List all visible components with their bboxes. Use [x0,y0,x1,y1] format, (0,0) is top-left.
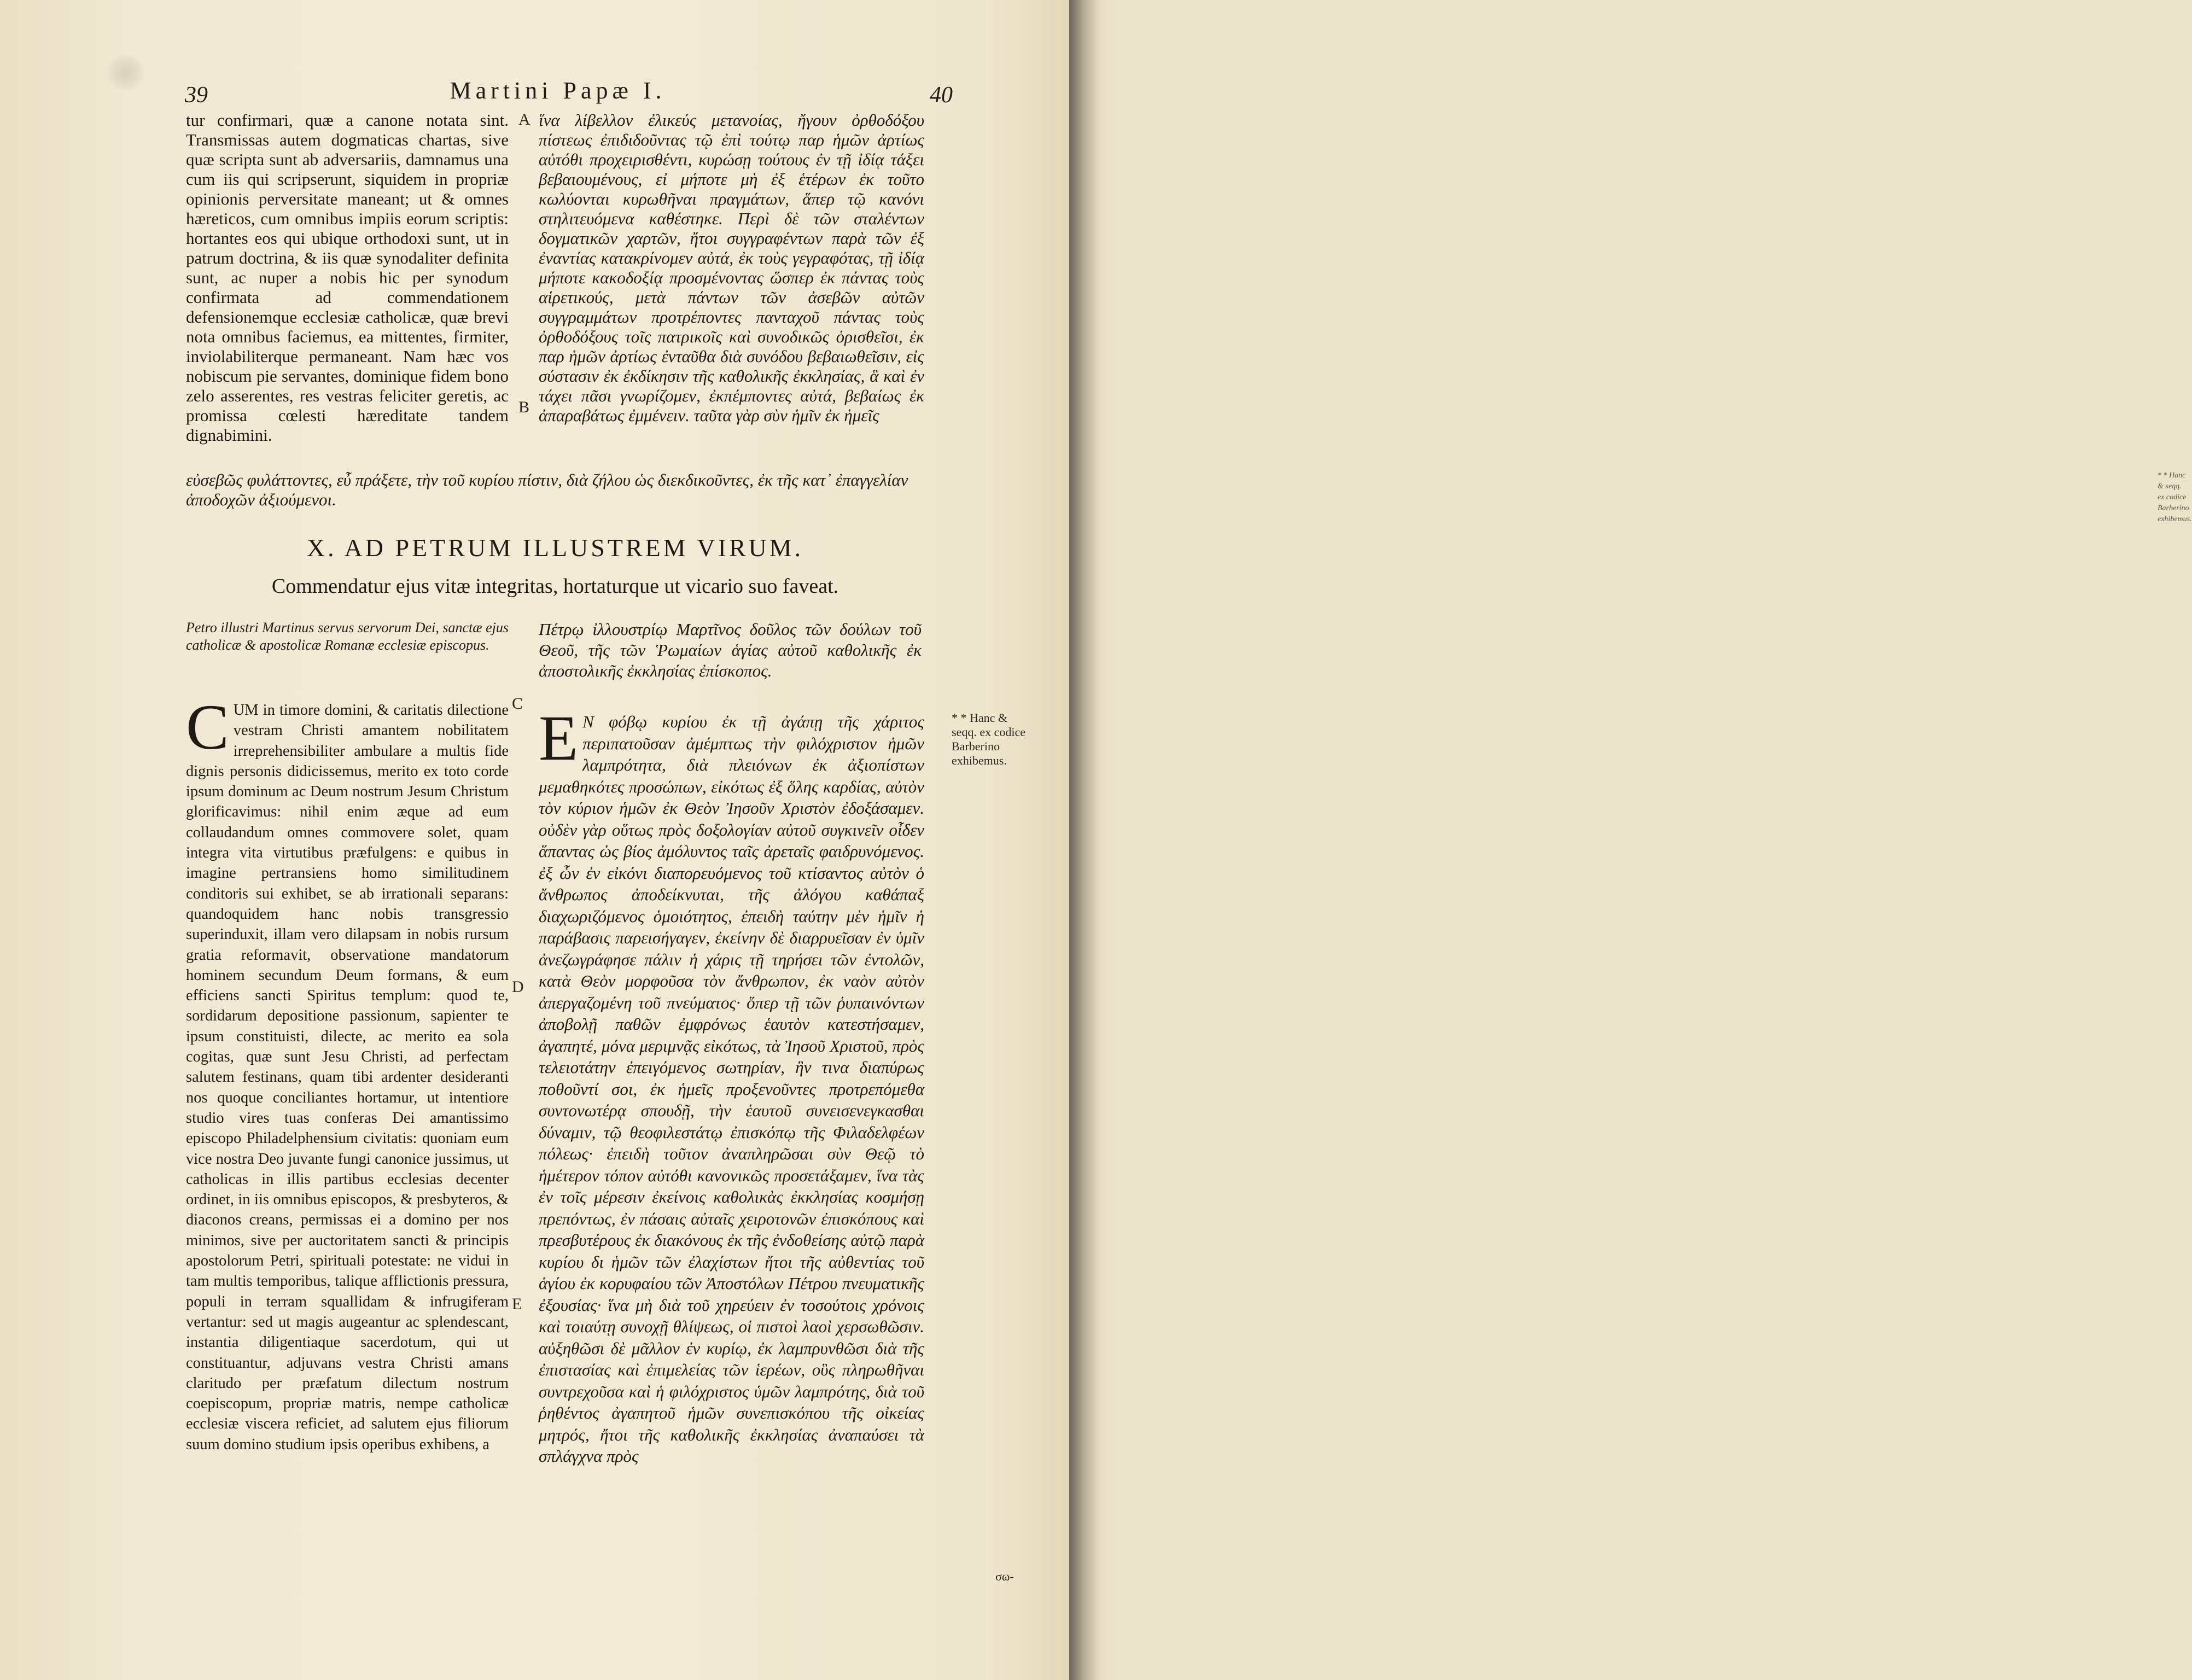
section-marker-d: D [512,978,524,996]
page-number-right: 40 [930,83,953,108]
facing-page-margin-note: * * Hanc & seqq. ex codice Barberino exhibemus. [2158,471,2192,523]
letter-ix-greek-tail: εὐσεβῶς φυλάττοντες, εὖ πράξετε, τὴν τοῦ κυρίου πίστιν, διὰ ζήλου ὡς διεκδικοῦντες, ἐκ τῆς κατ᾽ ἐπαγγελίαν ἀποδοχῶν ἀξιούμενοι. [186,470,908,509]
letter-x-greek-text: Ν φόβῳ κυρίου ἐκ τῇ ἀγάπῃ τῆς χάριτος περιπατοῦσαν ἀμέμπτως τὴν φιλόχριστον ἡμῶν λαμπρότητα, διὰ πλειόνων ἐκ ἀξιοπίστων μεμαθηκότες προσώπων, εἰκότως ἐξ ὅλης καρδίας, αὐτὸν τὸν κύριον ἡμῶν ἐκ Θεὸν Ἰησοῦν Χριστὸν ἐδοξάσαμεν. οὐδὲν γὰρ οὕτως πρὸς δοξολογίαν αὐτοῦ συγκινεῖν οἶδεν ἅπαντας ὡς βίος ἀμόλυντος ταῖς ἀρεταῖς φαιδρυνόμενος. ἐξ ὧν ἐν εἰκόνι διαπορευόμενος τοῦ κτίσαντος αὐτὸν ὁ ἄνθρωπος ἀποδείκνυται, τῆς ἀλόγου καθάπαξ διαχωριζόμενος ὁμοιότητος, ἐπειδὴ ταύτην μὲν ἡμῖν ἡ παράβασις παρεισήγαγεν, ἐκείνην δὲ διαρρυεῖσαν ἐν ὑμῖν ἀνεζωγράφησε πάλιν ἡ χάρις τῇ τηρήσει τῶν ἐντολῶν, κατὰ Θεὸν μορφοῦσα τὸν ἄνθρωπον, ἐκ ναὸν αὐτὸν ἀπεργαζομένη τοῦ πνεύματος· ὅπερ τῇ τῶν ῥυπαινόντων ἀποβολῇ παθῶν ἐμφρόνως ἑαυτὸν κατεστήσαμεν, ἀγαπητέ, μόνα μεριμνᾷς εἰκότως, τὰ Ἰησοῦ Χριστοῦ, πρὸς τελειοτάτην ἐπειγόμενος σωτηρίαν, ἣν τινα διαπύρως ποθοῦντί σοι, ἐκ ἡμεῖς προξενοῦντες προτρεπόμεθα συντονωτέρᾳ σπουδῇ, τὴν ἑαυτοῦ συνεισενεγκασθαι δύναμιν, τῷ θεοφιλεστάτῳ ἐπισκόπῳ τῆς Φιλαδελφέων πόλεως· ἐπειδὴ τοῦτον ἀναπληρῶσαι σὺν Θεῷ τὸ ἡμέτερον τόπον αὐτόθι κανονικῶς προσετάξαμεν, ἵνα τὰς ἐν τοῖς μέρεσιν ἐκείνοις καθολικὰς ἐκκλησίας κοσμήσῃ πρεπόντως, ἐν πάσαις αὐταῖς χειροτονῶν ἐπισκόπους καὶ πρεσβυτέρους ἐκ διακόνους ἐκ τῆς ἐνδοθείσης αὐτῷ παρὰ κυρίου δι ἡμῶν τῶν ἐλαχίστων ἤτοι τῆς αὐθεντίας τοῦ ἁγίου ἐκ κορυφαίου τῶν Ἀποστόλων Πέτρου πνευματικῆς ἐξουσίας· ἵνα μὴ διὰ τοῦ χηρεύειν ἐν τοσούτοις χρόνοις καὶ τοιαύτῃ συνοχῇ θλίψεως, οἱ πιστοὶ λαοὶ χερσωθῶσιν. αὐξηθῶσι δὲ μᾶλλον ἐν κυρίῳ, ἐκ λαμπρυνθῶσι διὰ τῆς ἐπιστασίας καὶ ἐπιμελείας τῶν ἱερέων, οὓς πληρωθῆναι συντρεχοῦσα καὶ ἡ φιλόχριστος ὑμῶν λαμπρότης, διὰ τοῦ ῥηθέντος ἀγαπητοῦ ἡμῶν συνεπισκόπου τῆς οἰκείας μητρός, ἤτοι τῆς καθολικῆς ἐκκλησίας ἀναπαύσει τὰ σπλάγχνα πρὸς [539,712,924,1466]
margin-note: * * Hanc & seqq. ex codice Barberino exhibemus. [952,711,1025,767]
letter-x-greek-column [539,702,924,1467]
running-title: Martini Papæ I. [450,77,666,104]
section-marker-e: E [512,1295,522,1313]
letter-x-heading: X. AD PETRUM ILLUSTREM VIRUM. [306,534,804,562]
letter-x-address-latin: Petro illustri Martinus servus servorum Dei, sanctæ ejus catholicæ & apostolicæ Romanæ ecclesiæ episcopus. [186,620,509,653]
page-number-left: 39 [185,83,208,108]
letter-x-address-greek: Πέτρῳ ἰλλουστρίῳ Μαρτῖνος δοῦλος τῶν δούλων τοῦ Θεοῦ, τῆς τῶν Ῥωμαίων ἁγίας αὐτοῦ καθολικῆς ἐκ ἀποστολικῆς ἐκκλησίας ἐπίσκοπος. [539,620,922,680]
letter-ix-latin-column [186,110,509,445]
section-marker-b: B [518,398,530,416]
letter-x-latin-column [186,691,509,1455]
letter-x-latin-text: UM in timore domini, & caritatis dilectione vestram Christi amantem nobilitatem irreprehensibiliter ambulare a multis fide dignis personis didicissemus, merito ex toto corde ipsum dominum ac Deum nostrum Jesum Christum glorificavimus: nihil enim æque ad eum collaudandum omnes commovere solet, quam integra vita virtutibus præfulgens: e quibus in imagine pertransiens homo similitudinem conditoris sui exhibet, se ab irrationali separans: quandoquidem hanc nobis transgressio superinduxit, illam vero dilapsam in nobis rursum gratia reformavit, observatione mandatorum hominem secundum Deum formans, & eum efficiens sancti Spiritus templum: quod te, sordidarum depositione passionum, sapienter te ipsum constituisti, dilecte, ac merito ea sola cogitas, quæ sunt Jesu Christi, ad perfectam salutem festinans, quam tibi ardenter desideranti nos quoque conciliantes hortamur, ut intentiore studio vires tuas conferas Dei amantissimo episcopo Philadelphensium civitatis: quoniam eum vice nostra Deo juvante fungi canonice jussimus, ut catholicas in illis partibus ecclesias decenter ordinet, in iis omnibus episcopos, & presbyteros, & diaconos creans, permissas ei a domino per nos minimos, sive per auctoritatem sancti & principis apostolorum Petri, spirituali potestate: ne vidui in tam multis temporibus, talique afflictionis pressura, populi in terram squallidam & infrugiferam vertantur: sed ut magis augeantur ac splendescant, instantia diligentiaque sacerdotum, qui ut constituantur, adjuvans vestra Christi amans claritudo per præfatum dilectum nostrum coepiscopum, propriæ matris, nempe catholicæ ecclesiæ viscera reficiet, ad salutem ejus filiorum suum domino studium ipsis operibus exhibens, a [186,702,509,1453]
latin-drop-cap: C [186,691,229,763]
greek-drop-cap: E [539,702,579,774]
letter-ix-greek-text: ἵνα λίβελλον ἐλικεύς μετανοίας, ἤγουν ὀρθοδόξου πίστεως ἐπιδιδοῦντας τῷ ἐπὶ τούτῳ παρ ἡμῶν ἀρτίως αὐτόθι προχειρισθέντι, κυρώσῃ τούτους ἐν τῇ ἰδίᾳ τάξει βεβαιουμένους, εἰ μήποτε μὴ ἐξ ἑτέρων ἐκ τοῦτο κωλύονται κυρωθῆναι πραγμάτων, ἅπερ τῷ κανόνι στηλιτευόμενα καθέστηκε. Περὶ δὲ τῶν σταλέντων δογματικῶν χαρτῶν, ἤτοι συγγραφέντων παρὰ τῶν ἐξ ἐναντίας κατακρίνομεν αὐτά, ἐκ τοὺς γεγραφότας, τῇ ἰδίᾳ μήποτε κακοδοξίᾳ προσμένοντας ὥσπερ ἐκ πάντας τοὺς αἱρετικούς, μετὰ πάντων τῶν ἀσεβῶν αὐτῶν συγγραμμάτων προτρέποντες πανταχοῦ πάντας τοὺς ὀρθοδόξους τοῖς πατρικοῖς καὶ συνοδικῶς ὁρισθεῖσι, ἐκ παρ ἡμῶν ἀρτίως ἐνταῦθα διὰ συνόδου βεβαιωθεῖσιν, εἰς σύστασιν ἐκ ἐκδίκησιν τῆς καθολικῆς ἐκκλησίας, ἃ καὶ ἐν τάχει πᾶσι γνωρίζομεν, ἐκπέμποντες αὐτά, βεβαίως ἐκ ἀπαραβάτως ἐμμένειν. ταῦτα γὰρ σὺν ἡμῖν ἐκ ἡμεῖς [539,110,924,425]
library-stamp [104,55,148,91]
letter-ix-latin-text: tur confirmari, quæ a canone notata sint. Transmissas autem dogmaticas chartas, sive quæ scripta sunt ab adversariis, damnamus una cum iis qui scripserunt, siquidem in propriæ opinionis perversitate maneant; ut & omnes hæreticos, cum omnibus impiis eorum scriptis: hortantes eos qui ubique orthodoxi sunt, ut in patrum doctrina, & iis quæ synodaliter definita sunt, ac nuper a nobis hic per synodum confirmata ad commendationem defensionemque ecclesiæ catholicæ, quæ brevi nota omnibus faciemus, ea mittentes, firmiter, inviolabiliterque permaneant. Nam hæc vos nobiscum pie servantes, dominique fidem bono zelo asserentes, res vestras feliciter geretis, ac promissa cœlesti hæreditate tandem dignabimini. [186,110,509,445]
letter-ix-greek-column [539,110,924,425]
book-gutter [1069,0,2192,1680]
section-marker-c: C [512,695,523,713]
letter-x-subheading: Commendatur ejus vitæ integritas, hortaturque ut vicario suo faveat. [271,575,839,598]
section-marker-a: A [518,110,530,129]
catchword: σω- [995,1570,1014,1583]
